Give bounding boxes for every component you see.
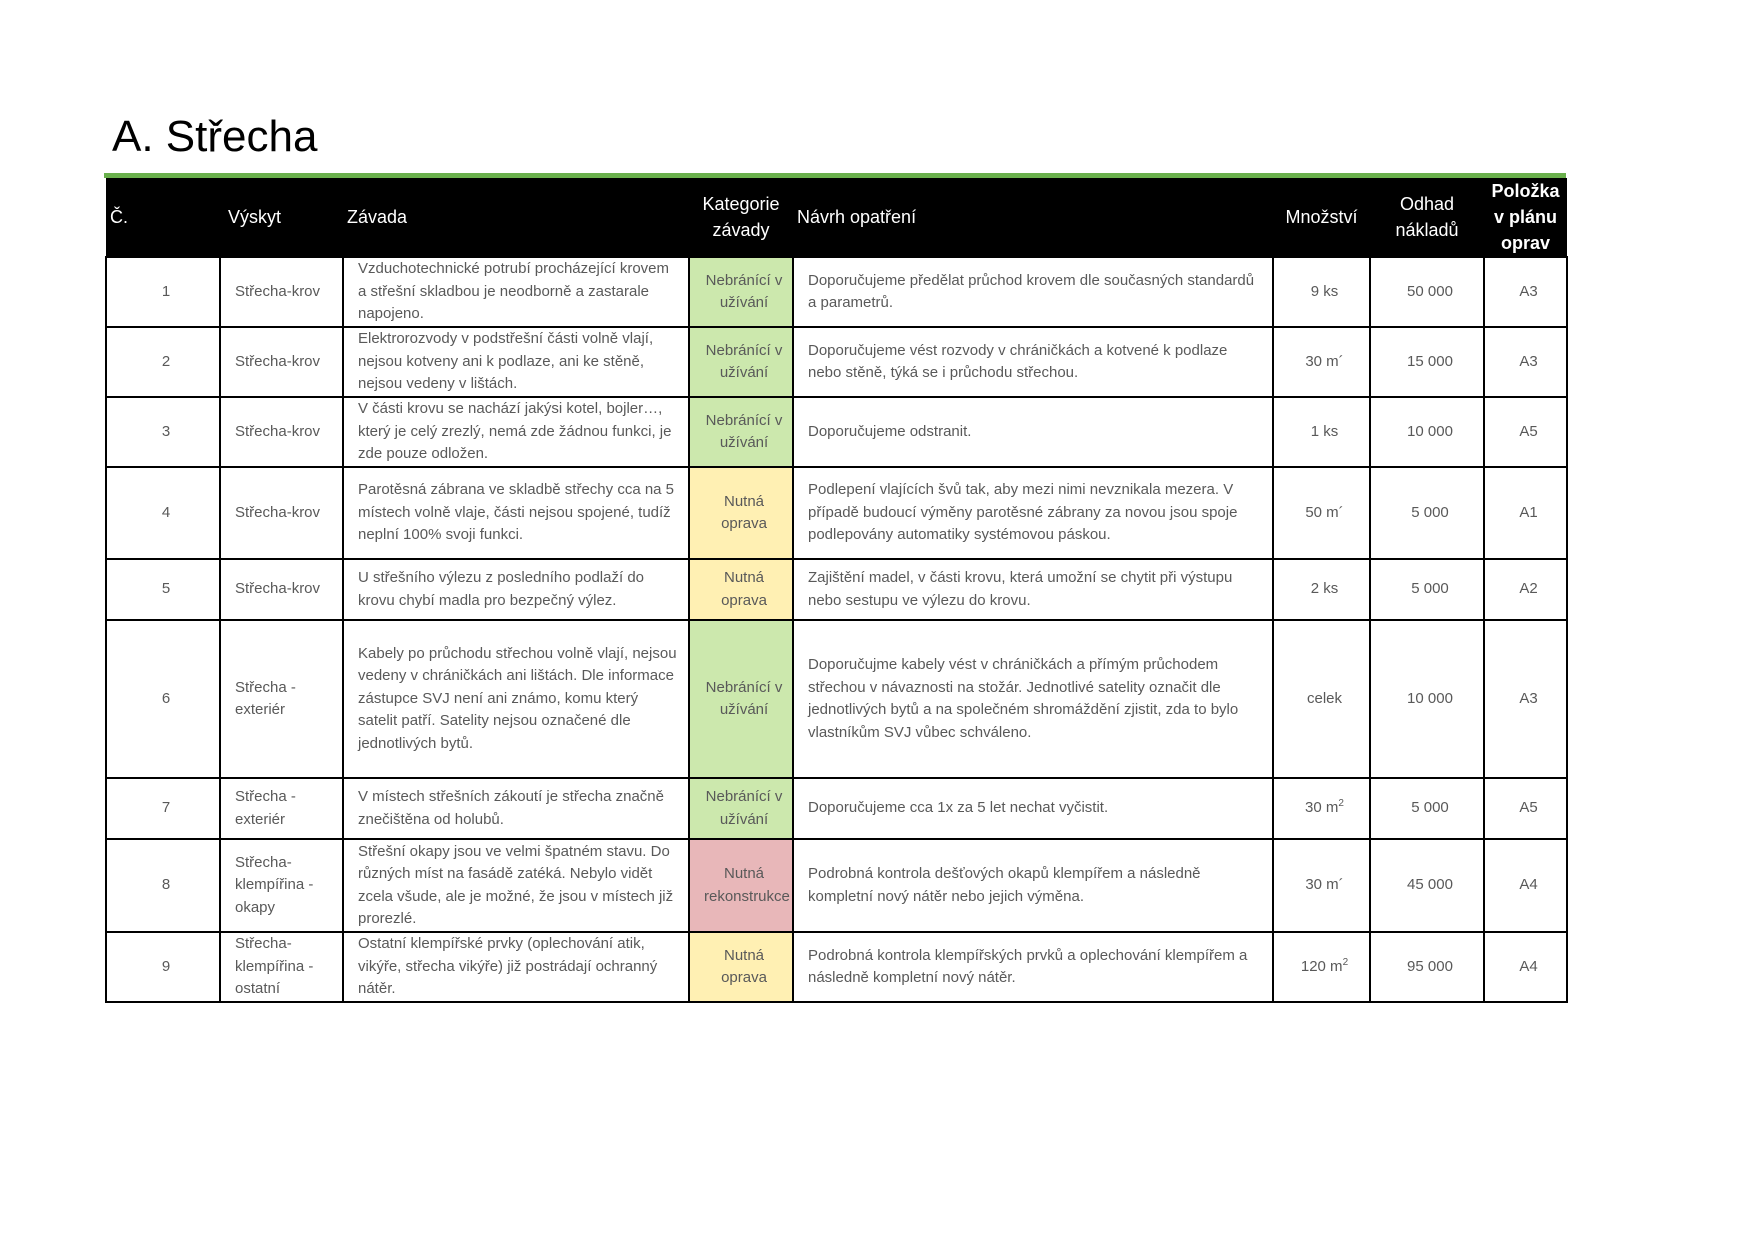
row-quantity (1273, 257, 1370, 327)
row-measure: Zajištění madel, v části krovu, která umožní se chytit při výstupu nebo sestupu ve výlezu do krovu. (793, 559, 1273, 620)
row-plan-item: A3 (1484, 620, 1567, 778)
row-location: Střecha-klempířina - okapy (220, 839, 343, 932)
table-row (106, 620, 1567, 778)
row-plan-item: A3 (1484, 257, 1567, 327)
row-defect: Elektrorozvody v podstřešní části volně vlají, nejsou kotveny ani k podlaze, ani ke stěně, nejsou vedeny v lištách. (343, 327, 689, 397)
row-category: Nebránící v užívání (689, 620, 793, 778)
row-defect: Střešní okapy jsou ve velmi špatném stavu. Do různých míst na fasádě zatéká. Nebylo vidět zcela všude, ale je možné, že jsou v místech již prorezlé. (343, 839, 689, 932)
row-number: 2 (106, 327, 220, 397)
header-plan-item: Položka v plánu oprav (1484, 178, 1567, 257)
row-quantity (1273, 839, 1370, 932)
row-number: 9 (106, 932, 220, 1002)
row-measure: Doporučujeme předělat průchod krovem dle současných standardů a parametrů. (793, 257, 1273, 327)
table-row (106, 559, 1567, 620)
row-measure: Podrobná kontrola klempířských prvků a oplechování klempířem a následně kompletní nový nátěr. (793, 932, 1273, 1002)
table-row (106, 397, 1567, 467)
quantity-exponent: 2 (1338, 798, 1344, 810)
row-number: 6 (106, 620, 220, 778)
row-quantity (1273, 467, 1370, 559)
row-location: Střecha-krov (220, 327, 343, 397)
row-quantity (1273, 397, 1370, 467)
row-number: 8 (106, 839, 220, 932)
header-cost: Odhad nákladů (1370, 178, 1484, 257)
page-title: A. Střecha (112, 112, 318, 161)
row-number: 1 (106, 257, 220, 327)
row-quantity (1273, 620, 1370, 778)
row-cost: 5 000 (1370, 559, 1484, 620)
row-plan-item: A4 (1484, 932, 1567, 1002)
row-category: Nebránící v užívání (689, 327, 793, 397)
row-plan-item: A5 (1484, 778, 1567, 839)
row-quantity (1273, 327, 1370, 397)
row-measure: Podlepení vlajících švů tak, aby mezi nimi nevznikala mezera. V případě budoucí výměny parotěsné zábrany za novou jsou spoje podlepovány automatiky systémovou páskou. (793, 467, 1273, 559)
table-row (106, 327, 1567, 397)
row-measure: Doporučujeme vést rozvody v chráničkách a kotvené k podlaze nebo stěně, týká se i průchodu střechou. (793, 327, 1273, 397)
row-plan-item: A3 (1484, 327, 1567, 397)
quantity-value: 9 ks (1310, 282, 1339, 300)
quantity-value: 30 m´ (1305, 876, 1344, 894)
table-row (106, 778, 1567, 839)
header-location: Výskyt (220, 178, 343, 257)
quantity-value: 30 m (1305, 799, 1339, 817)
row-cost: 10 000 (1370, 620, 1484, 778)
row-measure: Doporučujeme cca 1x za 5 let nechat vyčistit. (793, 778, 1273, 839)
row-number: 7 (106, 778, 220, 839)
table-row (106, 839, 1567, 932)
row-cost: 5 000 (1370, 778, 1484, 839)
row-defect: Ostatní klempířské prvky (oplechování atik, vikýře, střecha vikýře) již postrádají ochranný nátěr. (343, 932, 689, 1002)
row-cost: 95 000 (1370, 932, 1484, 1002)
header-defect: Závada (343, 178, 689, 257)
row-cost: 5 000 (1370, 467, 1484, 559)
row-location: Střecha - exteriér (220, 778, 343, 839)
row-plan-item: A2 (1484, 559, 1567, 620)
row-number: 3 (106, 397, 220, 467)
row-cost: 10 000 (1370, 397, 1484, 467)
quantity-value: 50 m´ (1305, 503, 1344, 521)
row-category: Nebránící v užívání (689, 778, 793, 839)
table-row (106, 257, 1567, 327)
row-category: Nutná oprava (689, 559, 793, 620)
row-number: 4 (106, 467, 220, 559)
table-row (106, 932, 1567, 1002)
row-location: Střecha-krov (220, 397, 343, 467)
table-header-row (106, 178, 1567, 257)
header-num: Č. (106, 178, 220, 257)
quantity-value: 2 ks (1310, 580, 1339, 598)
row-location: Střecha-krov (220, 467, 343, 559)
quantity-value: 1 ks (1310, 422, 1339, 440)
row-plan-item: A4 (1484, 839, 1567, 932)
row-quantity (1273, 559, 1370, 620)
header-measure: Návrh opatření (793, 178, 1273, 257)
row-measure: Doporučujme kabely vést v chráničkách a přímým průchodem střechou v návaznosti na stožár. Jednotlivé satelity označit dle jednotlivých bytů a na společném shromáždění zjistit, zda to bylo vlastníkům SVJ vůbec schváleno. (793, 620, 1273, 778)
quantity-value: celek (1306, 689, 1343, 707)
header-quantity: Množství (1273, 178, 1370, 257)
header-category: Kategorie závady (689, 178, 793, 257)
row-cost: 15 000 (1370, 327, 1484, 397)
row-location: Střecha - exteriér (220, 620, 343, 778)
row-number: 5 (106, 559, 220, 620)
quantity-value: 30 m´ (1305, 352, 1344, 370)
row-category: Nutná rekonstrukce (689, 839, 793, 932)
row-defect: U střešního výlezu z posledního podlaží do krovu chybí madla pro bezpečný výlez. (343, 559, 689, 620)
row-defect: V části krovu se nachází jakýsi kotel, bojler…, který je celý zrezlý, nemá zde žádnou funkci, je zde pouze odložen. (343, 397, 689, 467)
row-quantity (1273, 778, 1370, 839)
row-category: Nebránící v užívání (689, 397, 793, 467)
row-plan-item: A5 (1484, 397, 1567, 467)
row-location: Střecha-klempířina - ostatní (220, 932, 343, 1002)
table-row (106, 467, 1567, 559)
row-defect: V místech střešních zákoutí je střecha značně znečištěna od holubů. (343, 778, 689, 839)
row-plan-item: A1 (1484, 467, 1567, 559)
row-defect: Kabely po průchodu střechou volně vlají, nejsou vedeny v chráničkách ani lištách. Dle informace zástupce SVJ není ani známo, komu který satelit patří. Satelity nejsou označené dle jednotlivých bytů. (343, 620, 689, 778)
defects-table (105, 178, 1568, 1003)
row-quantity (1273, 932, 1370, 1002)
row-defect: Parotěsná zábrana ve skladbě střechy cca na 5 místech volně vlaje, části nejsou spojené, tudíž neplní 100% svoji funkci. (343, 467, 689, 559)
row-cost: 50 000 (1370, 257, 1484, 327)
row-cost: 45 000 (1370, 839, 1484, 932)
row-category: Nebránící v užívání (689, 257, 793, 327)
row-location: Střecha-krov (220, 257, 343, 327)
row-category: Nutná oprava (689, 932, 793, 1002)
row-category: Nutná oprava (689, 467, 793, 559)
row-measure: Podrobná kontrola dešťových okapů klempířem a následně kompletní nový nátěr nebo jejich výměna. (793, 839, 1273, 932)
table-body (106, 257, 1567, 1002)
row-defect: Vzduchotechnické potrubí procházející krovem a střešní skladbou je neodborně a zastarale napojeno. (343, 257, 689, 327)
row-location: Střecha-krov (220, 559, 343, 620)
quantity-value: 120 m (1300, 957, 1343, 975)
quantity-exponent: 2 (1342, 956, 1349, 968)
row-measure: Doporučujeme odstranit. (793, 397, 1273, 467)
